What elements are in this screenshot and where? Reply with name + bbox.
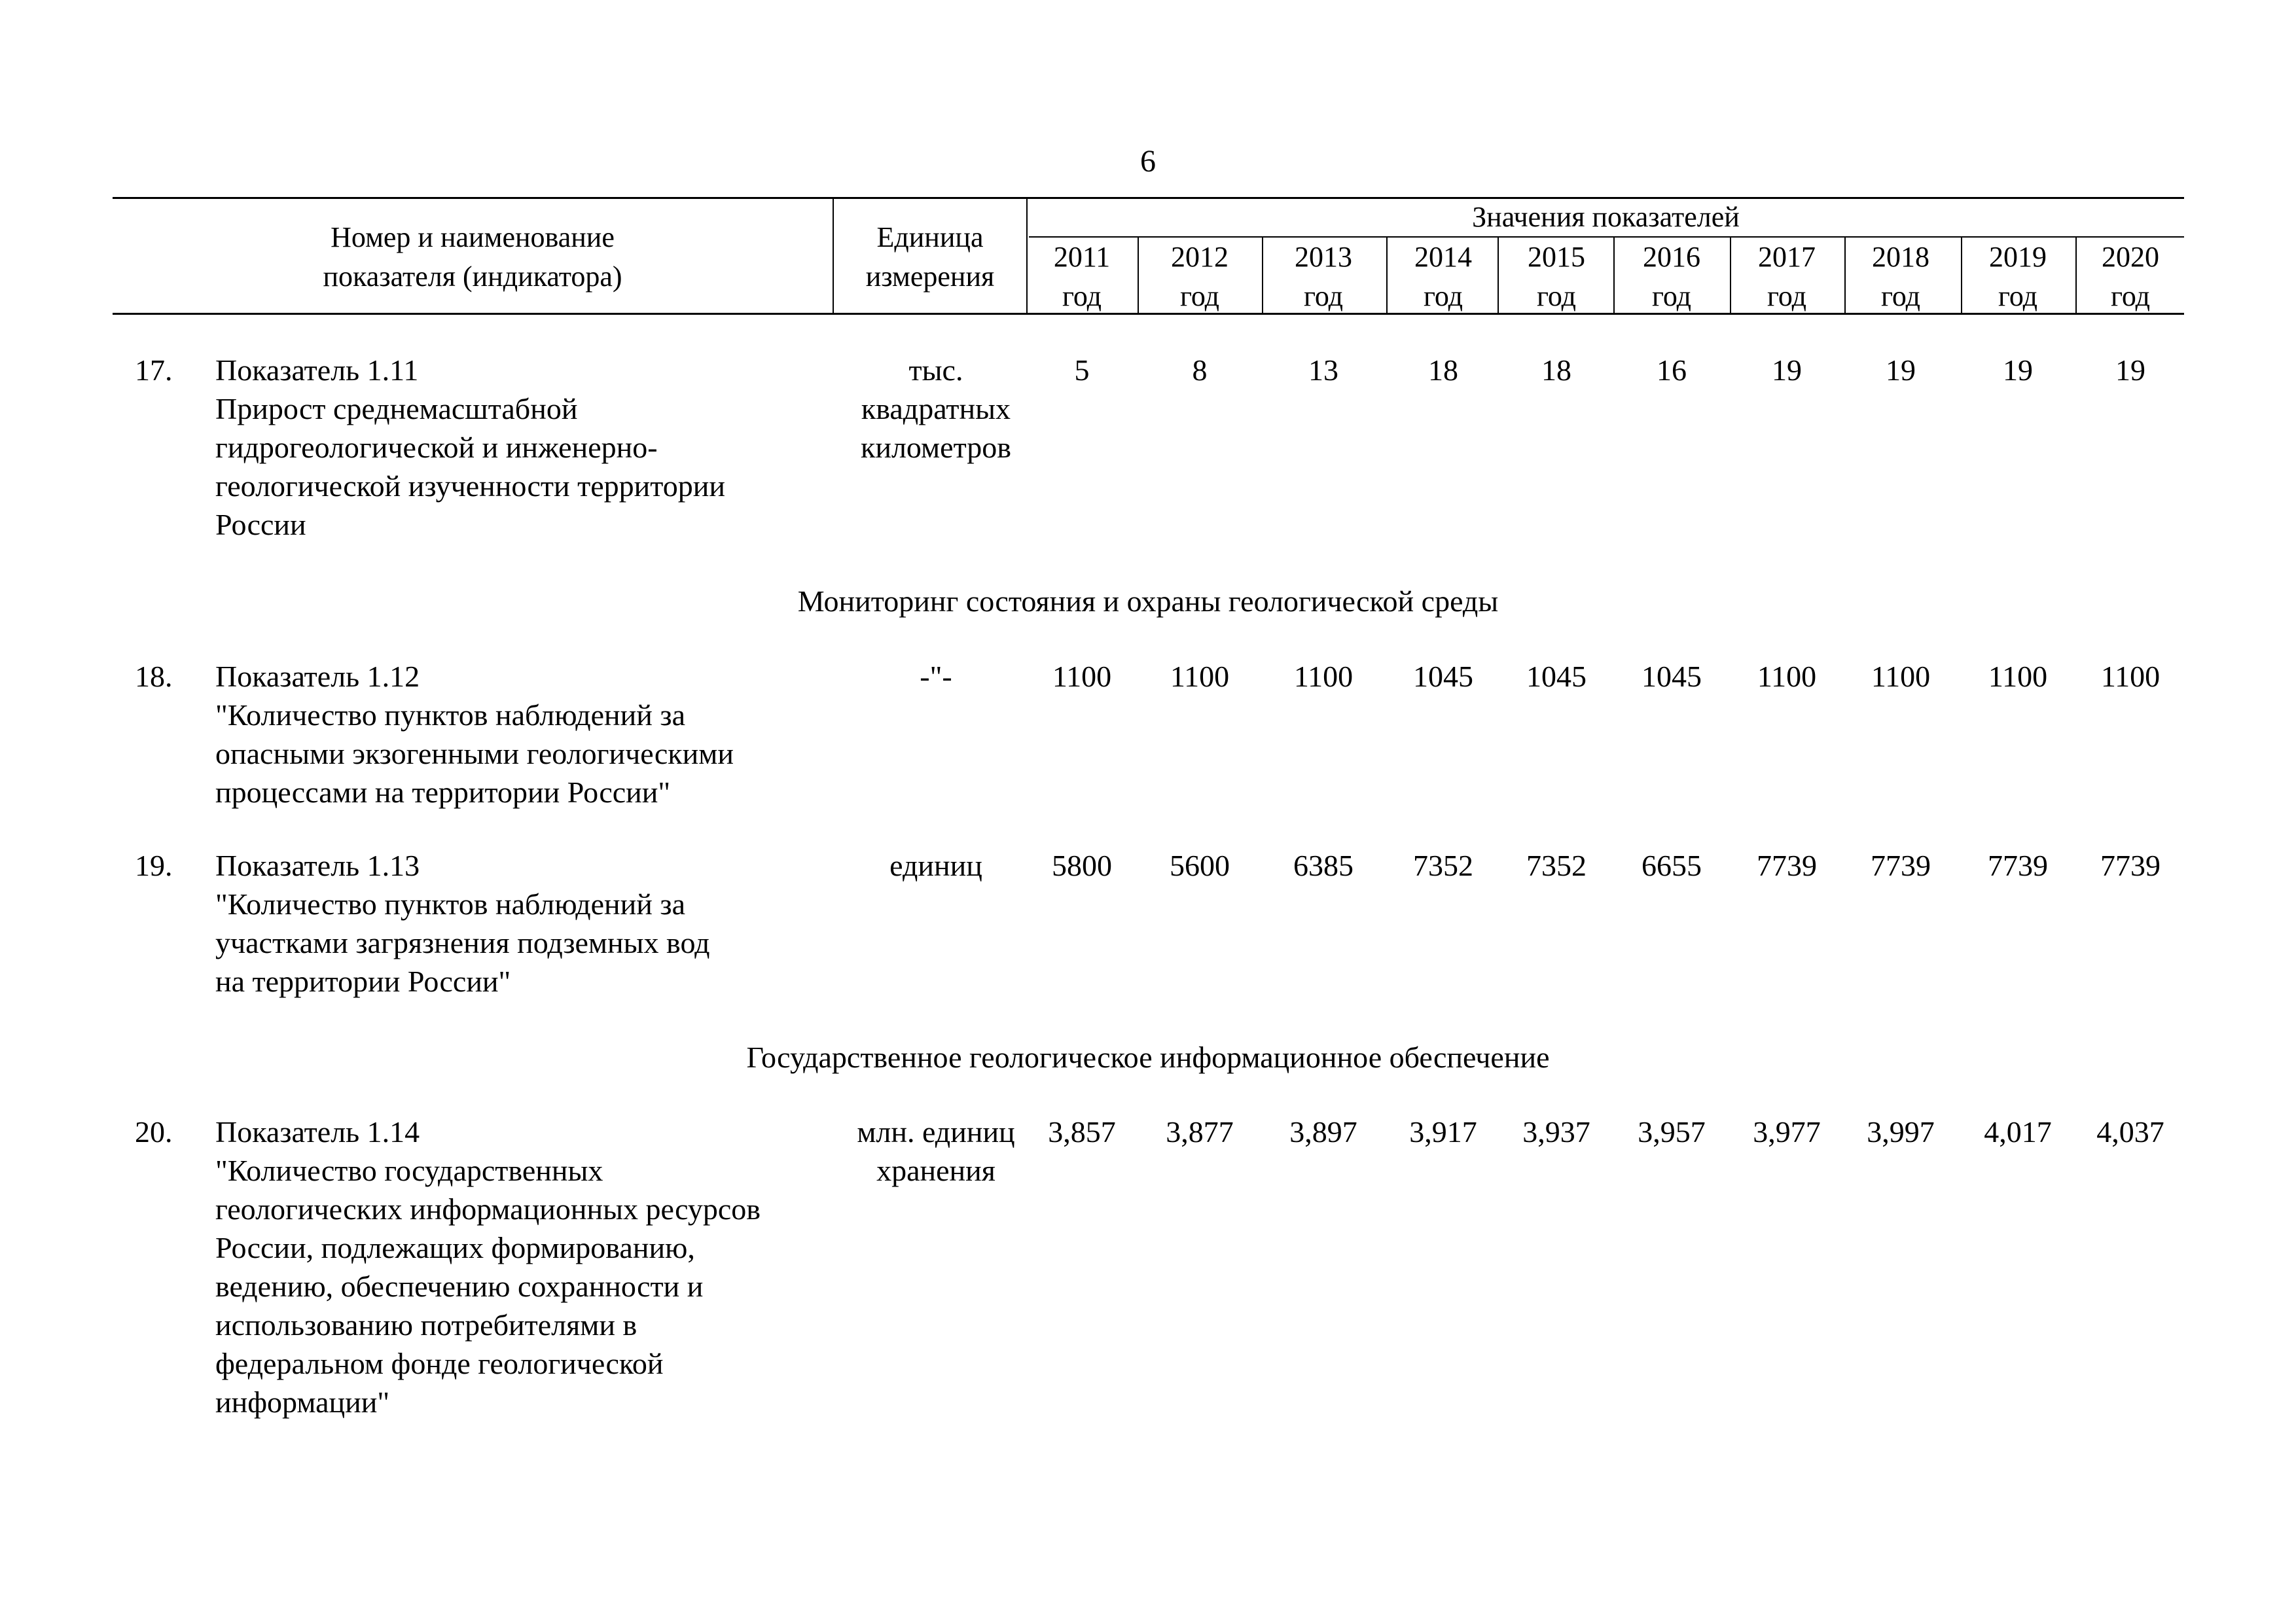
value-cell: 1100 bbox=[1293, 660, 1354, 693]
indicator-name-line: федеральном фонде геологической bbox=[215, 1347, 664, 1380]
year-header bbox=[1025, 238, 1139, 316]
year-label: 2015 bbox=[1528, 241, 1585, 273]
value-cell: 3,997 bbox=[1867, 1115, 1935, 1149]
value-cell: 6655 bbox=[1641, 849, 1702, 882]
unit-header-line: Единица bbox=[876, 221, 984, 253]
value-cell: 5600 bbox=[1170, 849, 1230, 882]
indicator-header bbox=[113, 218, 833, 296]
year-label: 2013 bbox=[1295, 241, 1352, 273]
value-cell: 7739 bbox=[2100, 849, 2161, 882]
indicator-name-line: ведению, обеспечению сохранности и bbox=[215, 1270, 704, 1303]
indicator-name bbox=[215, 657, 831, 812]
value-cell: 1100 bbox=[1988, 660, 2048, 693]
indicator-name-line: "Количество пунктов наблюдений за bbox=[215, 887, 685, 921]
value-cell: 7739 bbox=[1988, 849, 2048, 882]
indicator-name-line: Показатель 1.14 bbox=[215, 1115, 420, 1149]
value-cell: 13 bbox=[1308, 353, 1338, 387]
values-header: Значения показателей bbox=[1472, 201, 1740, 233]
page-number: 6 bbox=[1140, 144, 1156, 179]
value-cell: 1045 bbox=[1526, 660, 1587, 693]
year-label: 2014 bbox=[1414, 241, 1472, 273]
year-label: 2016 bbox=[1643, 241, 1700, 273]
indicator-name-line: России, подлежащих формированию, bbox=[215, 1231, 695, 1264]
value-cell: 6385 bbox=[1293, 849, 1354, 882]
value-cell: 1100 bbox=[1871, 660, 1931, 693]
value-cell: 1100 bbox=[1757, 660, 1817, 693]
value-cell: 3,977 bbox=[1753, 1115, 1821, 1149]
value-cell: 1100 bbox=[2100, 660, 2161, 693]
year-header bbox=[1499, 238, 1613, 316]
year-header bbox=[1615, 238, 1729, 316]
year-label: 2012 bbox=[1171, 241, 1229, 273]
value-cell: 3,957 bbox=[1638, 1115, 1706, 1149]
year-header bbox=[1143, 238, 1257, 316]
unit-cell bbox=[838, 1113, 1034, 1190]
unit-header-line: измерения bbox=[865, 260, 995, 293]
row-number: 17. bbox=[135, 353, 173, 387]
year-divider bbox=[1262, 236, 1263, 315]
year-word: год bbox=[1536, 280, 1577, 312]
year-word: год bbox=[1179, 280, 1220, 312]
indicator-name-line: Показатель 1.13 bbox=[215, 849, 420, 882]
indicator-name-line: Прирост среднемасштабной bbox=[215, 392, 578, 425]
indicator-name-line: процессами на территории России" bbox=[215, 776, 671, 809]
indicator-name-line: гидрогеологической и инженерно- bbox=[215, 431, 658, 464]
unit-line: хранения bbox=[876, 1154, 996, 1187]
indicator-name-line: "Количество пунктов наблюдений за bbox=[215, 698, 685, 732]
value-cell: 1100 bbox=[1170, 660, 1230, 693]
year-label: 2019 bbox=[1989, 241, 2047, 273]
unit-line: единиц bbox=[889, 849, 982, 882]
indicator-name-line: опасными экзогенными геологическими bbox=[215, 737, 734, 770]
indicator-name-line: на территории России" bbox=[215, 965, 511, 998]
indicator-name-line: России bbox=[215, 508, 306, 541]
value-cell: 5 bbox=[1074, 353, 1090, 387]
year-word: год bbox=[1062, 280, 1102, 312]
year-word: год bbox=[1303, 280, 1344, 312]
value-cell: 5800 bbox=[1052, 849, 1112, 882]
row-number: 20. bbox=[135, 1115, 173, 1149]
indicator-name-line: участками загрязнения подземных вод bbox=[215, 926, 710, 959]
year-header bbox=[1844, 238, 1958, 316]
value-cell: 19 bbox=[2115, 353, 2145, 387]
value-cell: 4,017 bbox=[1984, 1115, 2052, 1149]
indicator-name-line: информации" bbox=[215, 1385, 390, 1419]
value-cell: 18 bbox=[1541, 353, 1571, 387]
year-label: 2018 bbox=[1872, 241, 1929, 273]
value-cell: 19 bbox=[2003, 353, 2033, 387]
year-header bbox=[1730, 238, 1844, 316]
value-cell: 19 bbox=[1886, 353, 1916, 387]
indicator-name-line: "Количество государственных bbox=[215, 1154, 603, 1187]
year-header bbox=[1266, 238, 1380, 316]
value-cell: 19 bbox=[1772, 353, 1802, 387]
year-header bbox=[1961, 238, 2075, 316]
value-cell: 3,857 bbox=[1048, 1115, 1116, 1149]
year-header bbox=[2073, 238, 2187, 316]
value-cell: 16 bbox=[1657, 353, 1687, 387]
value-cell: 7739 bbox=[1757, 849, 1817, 882]
value-cell: 8 bbox=[1192, 353, 1208, 387]
unit-header bbox=[834, 218, 1026, 296]
indicator-name-line: Показатель 1.12 bbox=[215, 660, 420, 693]
year-label: 2017 bbox=[1758, 241, 1816, 273]
year-label: 2011 bbox=[1053, 241, 1111, 273]
value-cell: 1100 bbox=[1052, 660, 1112, 693]
unit-line: тыс. bbox=[908, 353, 963, 387]
unit-cell bbox=[838, 351, 1034, 467]
indicator-name bbox=[215, 351, 831, 544]
row-number: 18. bbox=[135, 660, 173, 693]
year-header bbox=[1386, 238, 1500, 316]
value-cell: 3,917 bbox=[1409, 1115, 1477, 1149]
year-word: год bbox=[1998, 280, 2038, 312]
year-word: год bbox=[1651, 280, 1692, 312]
indicator-name bbox=[215, 846, 831, 1001]
indicator-name-line: геологических информационных ресурсов bbox=[215, 1192, 761, 1226]
indicator-name-line: использованию потребителями в bbox=[215, 1308, 637, 1342]
value-cell: 18 bbox=[1428, 353, 1458, 387]
indicator-name-line: Показатель 1.11 bbox=[215, 353, 419, 387]
indicator-name bbox=[215, 1113, 831, 1421]
value-cell: 4,037 bbox=[2096, 1115, 2164, 1149]
unit-line: километров bbox=[861, 431, 1011, 464]
value-cell: 1045 bbox=[1641, 660, 1702, 693]
year-word: год bbox=[1880, 280, 1921, 312]
indicator-name-line: геологической изученности территории bbox=[215, 469, 726, 503]
value-cell: 1045 bbox=[1413, 660, 1473, 693]
value-cell: 3,937 bbox=[1522, 1115, 1590, 1149]
unit-line: квадратных bbox=[861, 392, 1011, 425]
section-heading: Мониторинг состояния и охраны геологической среды bbox=[797, 584, 1499, 618]
section-heading: Государственное геологическое информационное обеспечение bbox=[746, 1041, 1550, 1074]
value-cell: 3,877 bbox=[1166, 1115, 1234, 1149]
year-word: год bbox=[1767, 280, 1807, 312]
unit-cell bbox=[838, 657, 1034, 696]
unit-line: млн. единиц bbox=[857, 1115, 1015, 1149]
unit-line: -"- bbox=[920, 660, 952, 693]
value-cell: 3,897 bbox=[1289, 1115, 1357, 1149]
year-word: год bbox=[1423, 280, 1463, 312]
row-number: 19. bbox=[135, 849, 173, 882]
indicator-header-line: показателя (индикатора) bbox=[323, 260, 622, 293]
value-cell: 7739 bbox=[1871, 849, 1931, 882]
value-cell: 7352 bbox=[1413, 849, 1473, 882]
value-cell: 7352 bbox=[1526, 849, 1587, 882]
year-label: 2020 bbox=[2102, 241, 2159, 273]
indicator-header-line: Номер и наименование bbox=[331, 221, 615, 253]
unit-cell bbox=[838, 846, 1034, 885]
year-word: год bbox=[2110, 280, 2151, 312]
